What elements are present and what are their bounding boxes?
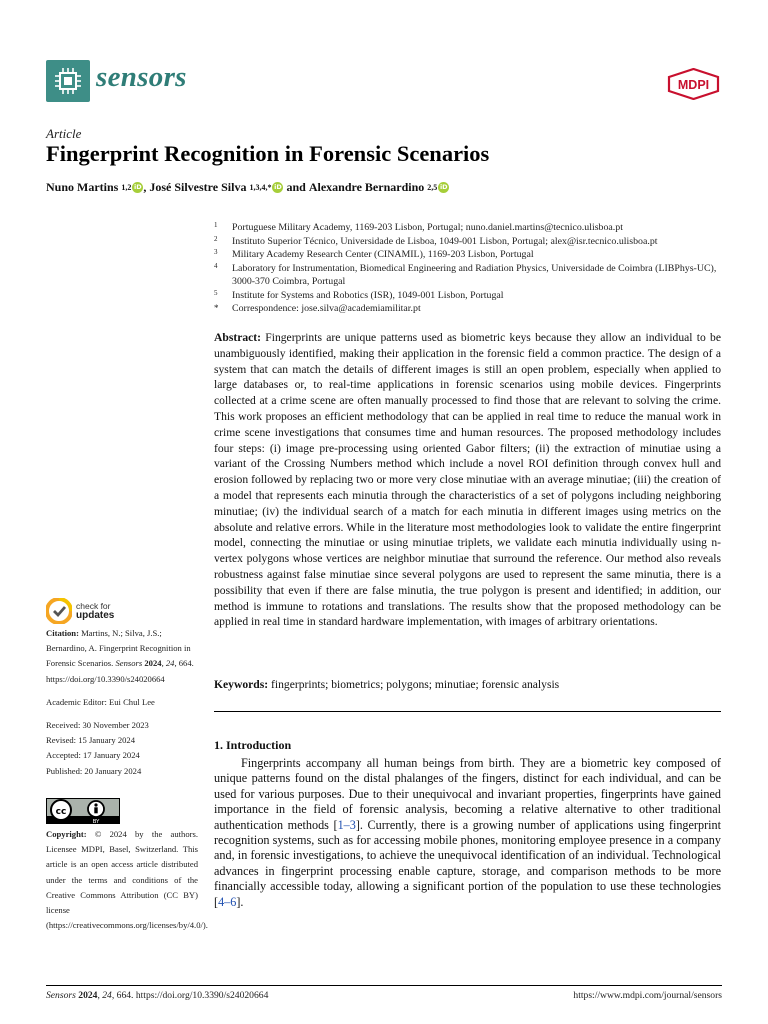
citation-text: Martins, N.; Silva, J.S.; Bernardino, A. Fingerprint Recognition in Forensic Scenarios. <box>46 628 191 669</box>
citation-doi[interactable]: , 664. https://doi.org/10.3390/s24020664 <box>46 658 194 684</box>
orcid-icon[interactable]: iD <box>439 183 448 191</box>
article-info-sidebar <box>46 626 198 779</box>
affiliation-item <box>214 235 734 249</box>
citation-link[interactable]: 1–3 <box>337 817 356 832</box>
affiliation-number: 2 <box>214 234 218 243</box>
footer-volume: 24 <box>102 990 112 1001</box>
check-updates-line2: updates <box>76 610 115 621</box>
footer-divider <box>46 985 722 986</box>
footer-journal: Sensors <box>46 990 76 1001</box>
received-date: Received: 30 November 2023 <box>46 720 149 731</box>
revised-date: Revised: 15 January 2024 <box>46 735 136 746</box>
citation-journal: Sensors <box>115 658 143 669</box>
citation-year: 2024 <box>144 658 162 669</box>
affiliation-text: Instituto Superior Técnico, Universidade de Lisboa, 1049-001 Lisbon, Portugal; alex@isr.tecnico.ulisboa.pt <box>232 235 658 247</box>
author-affiliation-marker: 2,5 <box>427 183 438 192</box>
published-date: Published: 20 January 2024 <box>46 765 142 776</box>
affiliation-text: Military Academy Research Center (CINAMIL), 1169-203 Lisbon, Portugal <box>232 249 534 260</box>
journal-url-link[interactable]: https://www.mdpi.com/journal/sensors <box>573 990 722 1001</box>
affiliation-number: 3 <box>214 248 218 256</box>
abstract <box>214 330 721 630</box>
abstract-label: Abstract: <box>214 331 262 344</box>
section-heading: 1. Introduction <box>214 738 292 752</box>
affiliation-text: Portuguese Military Academy, 1169-203 Lisbon, Portugal; nuno.daniel.martins@tecnico.ulisboa.pt <box>232 222 623 233</box>
footer-year: 2024 <box>78 990 98 1001</box>
affiliation-text: Institute for Systems and Robotics (ISR), 1049-001 Lisbon, Portugal <box>232 289 504 301</box>
divider <box>214 711 721 712</box>
intro-text-1: Fingerprints accompany all human beings from birth. They are a biometric key composed of unique patterns found on the distal phalanges of the fingers, distinct for each individual, and can be used for various purposes. Due to their unequivocal and invariant properties, fingerprints have gained importance in the field of forensic analysis, becoming a relative alternative to other traditional authentication methods [ <box>214 756 721 832</box>
affiliation-number: 5 <box>214 288 218 297</box>
check-updates-line1: check for <box>76 601 111 611</box>
svg-text:cc: cc <box>55 807 67 817</box>
copyright-notice <box>46 827 208 933</box>
copyright-label: Copyright: <box>46 829 87 839</box>
intro-text-3: ]. <box>236 894 244 909</box>
keywords-text: fingerprints; biometrics; polygons; minutiae; forensic analysis <box>271 678 560 691</box>
author-list <box>46 180 449 195</box>
journal-logo <box>46 60 90 102</box>
author-name: Alexandre Bernardino <box>308 180 425 194</box>
author-separator: , <box>143 180 150 194</box>
affiliation-item <box>214 221 734 235</box>
affiliation-item <box>214 262 734 289</box>
copyright-text: © 2024 by the authors. Licensee MDPI, Basel, Switzerland. This article is an open access article distributed under the terms and conditions of the Creative Commons Attribution (CC BY) license (https://creativecommons.org/licenses/by/4.0/). <box>46 829 208 931</box>
citation-label: Citation: <box>46 628 79 638</box>
affiliation-item <box>214 289 734 303</box>
author-name: Nuno Martins <box>46 180 119 194</box>
intro-text-2: ]. Currently, there is a growing number of applications using fingerprint recognition systems, such as for accessing mobile phones, monitoring employee presence in a company and, in forensic investigations, to achieve the unequivocal identification of an individual. Technological advances in fingerprint processing enable capture, storage, and comparison methods to be more financially accessible today, allowing a significant portion of the population to use these technologies [ <box>214 817 721 909</box>
check-for-updates-button[interactable] <box>46 598 114 624</box>
check-updates-icon <box>46 598 72 624</box>
author-affiliation-marker: 1,2 <box>121 183 132 192</box>
mdpi-logo[interactable] <box>667 68 720 100</box>
affiliation-number: * <box>214 303 219 313</box>
footer-citation: Sensors 2024, 24, 664. https://doi.org/10.3390/s24020664 <box>46 990 269 1001</box>
author-affiliation-marker: 1,3,4,* <box>249 183 272 192</box>
orcid-icon[interactable]: iD <box>134 183 142 191</box>
affiliation-item <box>214 248 734 262</box>
citation-link[interactable]: 4–6 <box>218 894 237 909</box>
affiliation-text: Correspondence: jose.silva@academiamilitar.pt <box>232 303 421 314</box>
affiliation-number: 4 <box>214 261 218 270</box>
author-name: José Silvestre Silva <box>149 180 247 194</box>
introduction-paragraph <box>214 756 721 910</box>
cc-by-license-badge[interactable] <box>46 798 120 824</box>
affiliation-text: Laboratory for Instrumentation, Biomedical Engineering and Radiation Physics, Universidade de Coimbra (LIBPhys-UC), 3000-370 Coimbra, Portugal <box>232 262 717 287</box>
chip-icon <box>54 67 82 95</box>
affiliation-number: 1 <box>214 221 218 229</box>
journal-name[interactable]: sensors <box>96 61 187 93</box>
affiliation-list <box>214 221 734 316</box>
author-separator: and <box>283 180 309 194</box>
keywords <box>214 678 559 691</box>
citation-volume: 24 <box>165 658 175 669</box>
article-title: Fingerprint Recognition in Forensic Scenarios <box>46 141 490 166</box>
footer-doi[interactable]: , 664. https://doi.org/10.3390/s24020664 <box>111 990 269 1001</box>
academic-editor: Academic Editor: Eui Chul Lee <box>46 696 155 707</box>
keywords-label: Keywords: <box>214 678 269 691</box>
affiliation-item <box>214 302 734 316</box>
accepted-date: Accepted: 17 January 2024 <box>46 750 140 761</box>
article-type: Article <box>46 126 82 141</box>
citation-block: Citation: Martins, N.; Silva, J.S.; Bernardino, A. Fingerprint Recognition in Forensic Scenarios. Sensors 2024, 24, 664. https://doi.org/10.3390/s24020664 <box>46 628 194 684</box>
orcid-icon[interactable]: iD <box>274 183 282 191</box>
abstract-text: Fingerprints are unique patterns used as biometric keys because they allow an individual to be unambiguously identified, making their application in the forensic field a common practice. The design of a system that can match the details of different images is still an open problem, especially when applied to large databases or, to real-time applications in forensic scenarios using mobile devices. Fingerprints collected at a crime scene are often manually processed to find those that are relevant to solving the crime. This work proposes an efficient methodology that can be applied in real time to reduce the manual work in crime scene investigations that consumes time and human resources. The proposed methodology includes four steps: (i) image pre-processing using oriented Gabor filters; (ii) the extraction of minutiae using a variant of the Crossing Numbers method which include a novel ROI definition through convex hull and erosion followed by replacing two or more very close minutiae with an average minutiae; (iii) the creation of a model that represents each minutia through the characteristics of a set of polygons including neighboring minutiae; (iv) the individual search of a match for each minutia in different images using metrics on the absolute and relative errors. While in the literature most methodologies look to validate the entire fingerprint model, connecting the minutiae or using minutiae triplets, we validate each minutia individually using n-vertex polygons whose vertices are neighbor minutiae that surround the reference. Our method also reveals robustness against false minutiae since several polygons are used to represent the same minutia, there is a possibility that even if there are false minutia, the true polygon is present and identified; in addition, our method is immune to rotations and translations. The results show that the proposed methodology can be applied in real time in standard hardware implementation, with images of arbitrary orientations. <box>214 331 721 629</box>
license-badge-text: BY <box>92 819 100 824</box>
publisher-name: MDPI <box>677 78 710 92</box>
